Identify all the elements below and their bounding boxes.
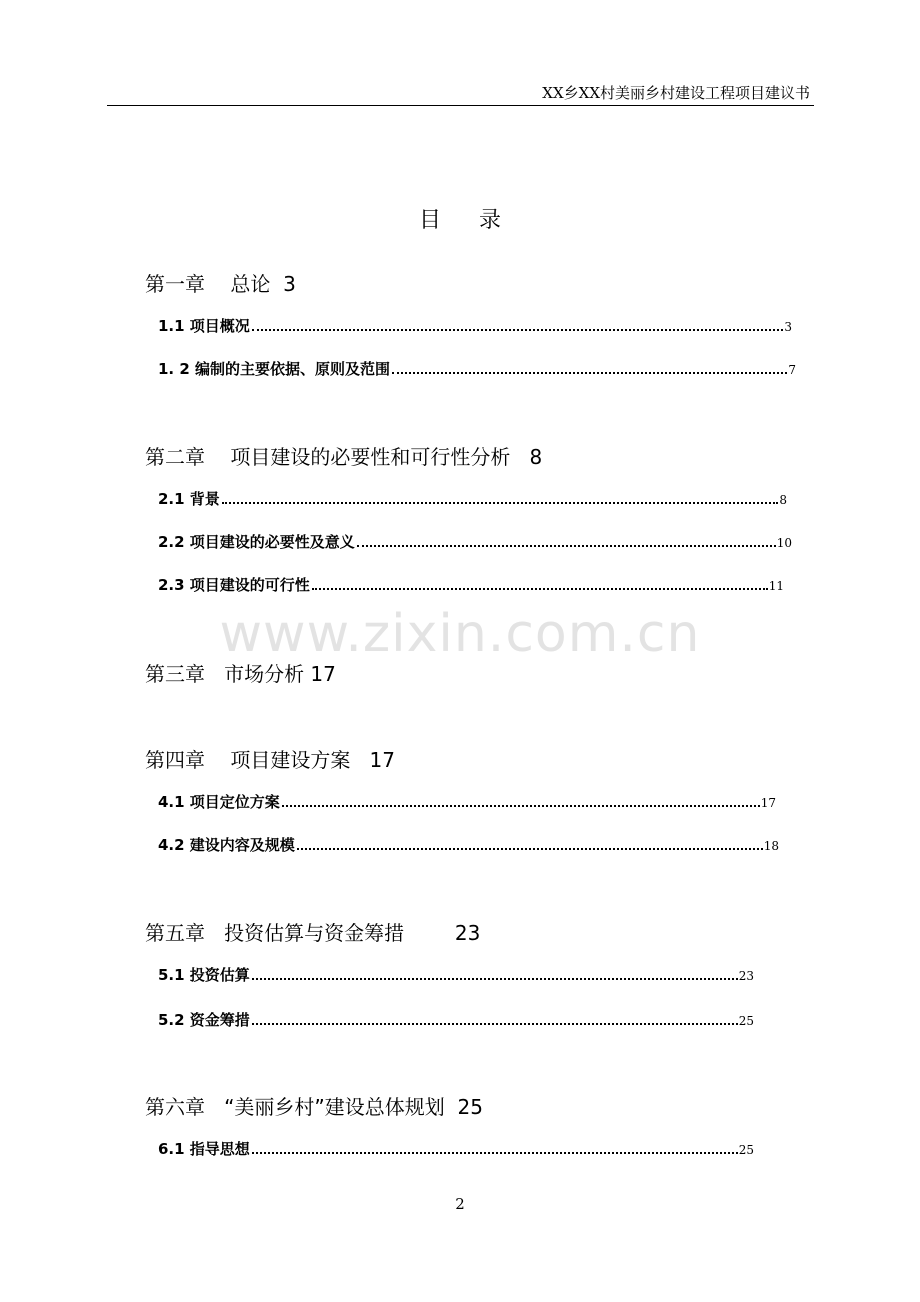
toc-entry-page: 23 [738,969,754,983]
toc-entry-page: 7 [788,363,796,377]
toc-entry-label: 5.1 投资估算 [158,966,250,984]
toc-entry-page: 10 [776,536,792,550]
toc-entry-page: 25 [738,1014,754,1028]
toc-entry-1-1[interactable] [158,315,792,336]
toc-entry-label: 6.1 指导思想 [158,1140,250,1158]
toc-entry-label: 2.1 背景 [158,490,220,508]
toc-entry-2-2[interactable] [158,531,792,552]
toc-entry-1-2[interactable] [158,358,796,379]
toc-entry-2-1[interactable] [158,488,787,509]
toc-title: 目录 [418,208,539,233]
toc-chapter-5[interactable]: 第五章 投资估算与资金筹措 23 [145,921,481,945]
toc-entry-5-1[interactable] [158,964,754,985]
dot-leader [222,501,779,504]
dot-leader [297,847,763,850]
dot-leader [252,977,738,980]
toc-entry-label: 1.1 项目概况 [158,317,250,335]
toc-chapter-4[interactable]: 第四章 项目建设方案 17 [145,748,395,772]
dot-leader [252,1151,738,1154]
toc-entry-label: 4.2 建设内容及规模 [158,836,295,854]
dot-leader [252,328,784,331]
toc-chapter-3[interactable]: 第三章 市场分析 17 [145,662,336,686]
toc-entry-6-1[interactable] [158,1138,754,1159]
dot-leader [312,587,768,590]
toc-entry-5-2[interactable] [158,1009,754,1030]
toc-entry-4-1[interactable] [158,791,776,812]
toc-entry-page: 3 [784,320,792,334]
page-number: 2 [455,1195,465,1213]
toc-chapter-1[interactable]: 第一章 总论 3 [145,272,296,296]
toc-chapter-2[interactable]: 第二章 项目建设的必要性和可行性分析 8 [145,445,543,469]
toc-entry-page: 18 [763,839,779,853]
toc-entry-2-3[interactable] [158,574,784,595]
dot-leader [357,544,776,547]
toc-entry-page: 11 [768,579,784,593]
running-header: XX乡XX村美丽乡村建设工程项目建议书 [542,84,810,102]
toc-entry-page: 8 [779,493,787,507]
toc-entry-label: 1. 2 编制的主要依据、原则及范围 [158,360,391,378]
toc-entry-label: 5.2 资金筹措 [158,1011,250,1029]
watermark: www.zixin.com.cn [219,604,701,664]
toc-entry-4-2[interactable] [158,834,779,855]
toc-entry-page: 25 [738,1143,754,1157]
toc-entry-page: 17 [760,796,776,810]
toc-chapter-6[interactable]: 第六章 “美丽乡村”建设总体规划 25 [145,1095,483,1119]
dot-leader [392,371,787,374]
dot-leader [252,1022,738,1025]
toc-entry-label: 2.2 项目建设的必要性及意义 [158,533,355,551]
toc-entry-label: 2.3 项目建设的可行性 [158,576,310,594]
header-rule [107,105,814,106]
toc-entry-label: 4.1 项目定位方案 [158,793,280,811]
dot-leader [282,804,760,807]
